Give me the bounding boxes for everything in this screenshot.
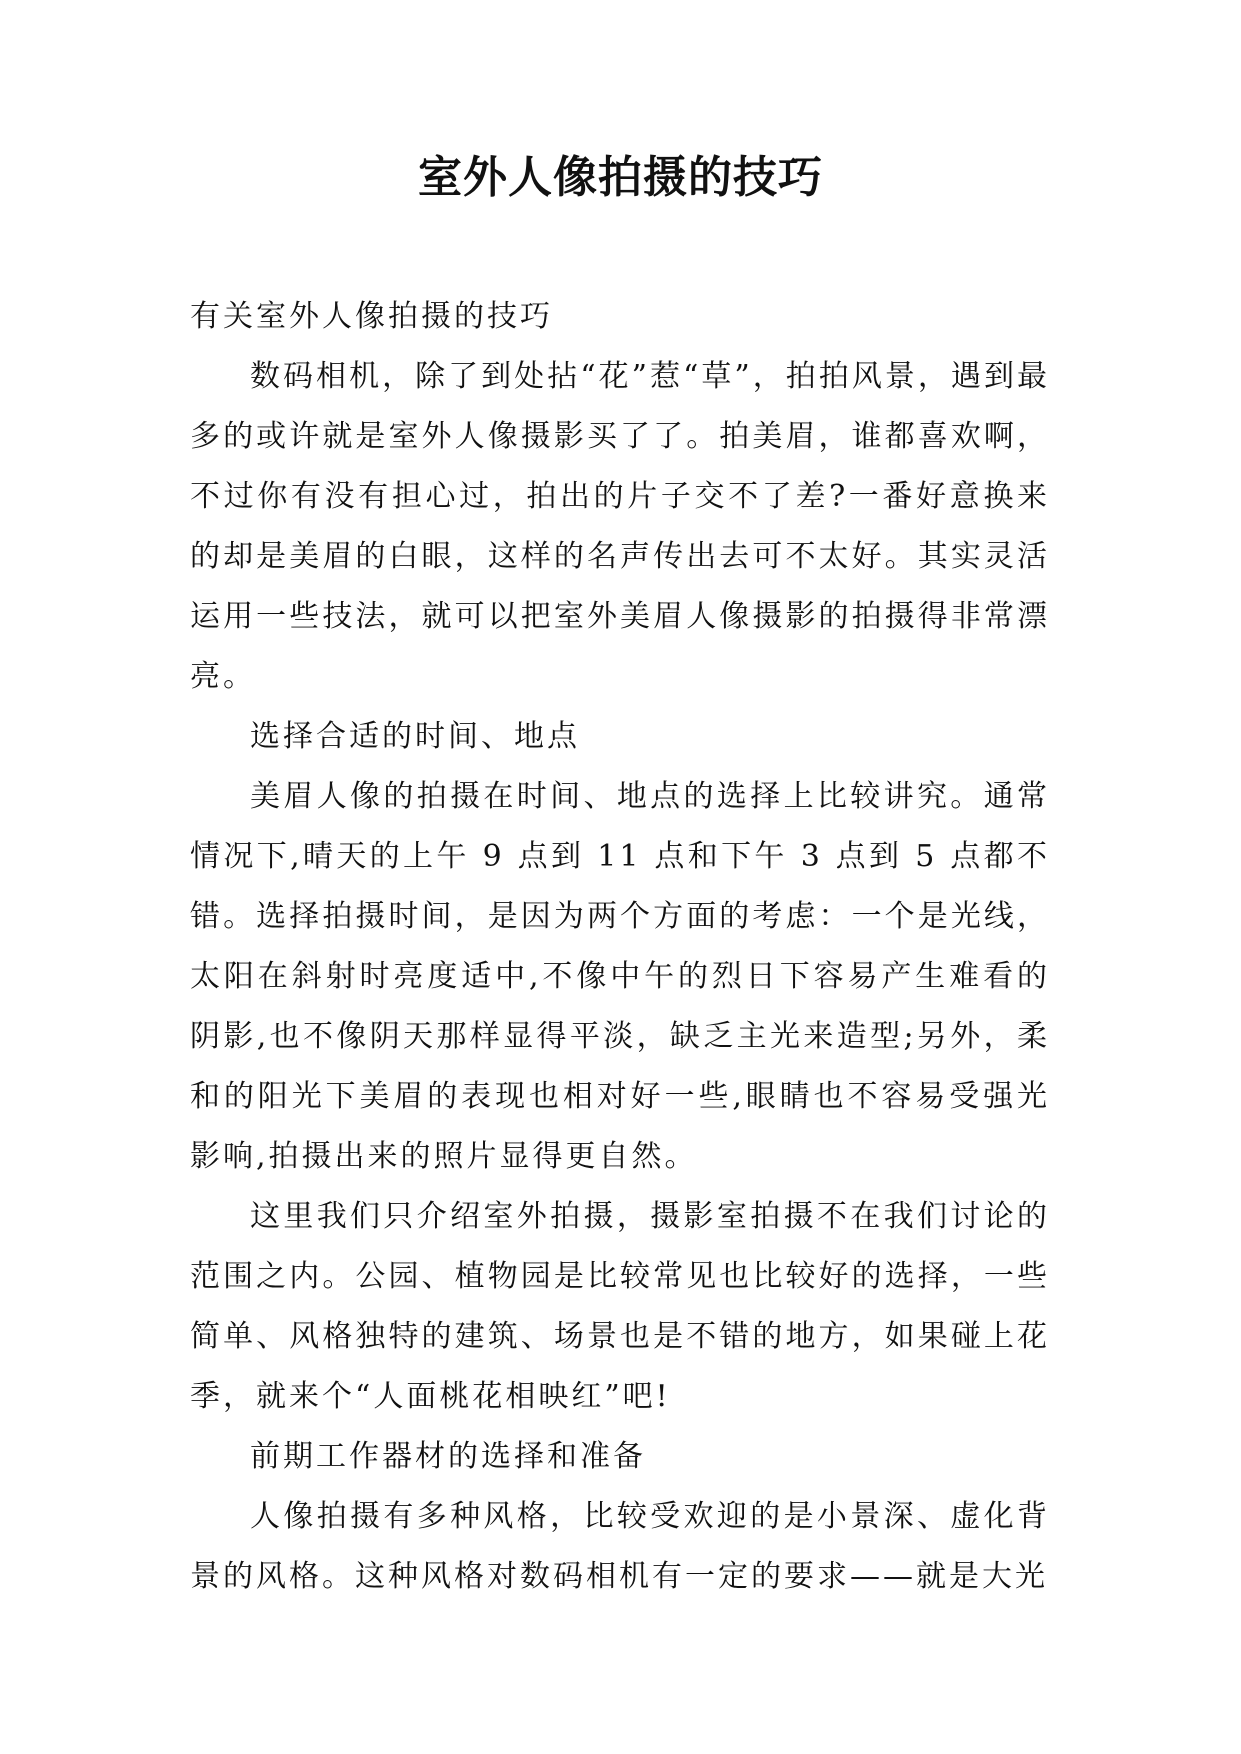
- paragraph-outdoor-locations: 这里我们只介绍室外拍摄，摄影室拍摄不在我们讨论的范围之内。公园、植物园是比较常见也比较好的选择，一些简单、风格独特的建筑、场景也是不错的地方，如果碰上花季，就来个“人面桃花相映红”吧!: [190, 1199, 1050, 1414]
- section-heading-time-place: 选择合适的时间、地点: [250, 719, 580, 754]
- paragraph-intro: 数码相机，除了到处拈“花”惹“草”，拍拍风景，遇到最多的或许就是室外人像摄影买了了。拍美眉，谁都喜欢啊，不过你有没有担心过，拍出的片子交不了差?一番好意换来的却是美眉的白眼，这样的名声传出去可不太好。其实灵活运用一些技法，就可以把室外美眉人像摄影的拍摄得非常漂亮。: [190, 359, 1050, 694]
- paragraph-subtitle: 有关室外人像拍摄的技巧: [190, 299, 553, 334]
- document-body: [190, 287, 1050, 1607]
- paragraph-equipment: 人像拍摄有多种风格，比较受欢迎的是小景深、虚化背景的风格。这种风格对数码相机有一定的要求——就是大光: [190, 1499, 1050, 1594]
- section-heading-equipment: 前期工作器材的选择和准备: [250, 1439, 646, 1474]
- paragraph-time-place: 美眉人像的拍摄在时间、地点的选择上比较讲究。通常情况下,晴天的上午 9 点到 11 点和下午 3 点到 5 点都不错。选择拍摄时间，是因为两个方面的考虑：一个是光线，太阳在斜射时亮度适中,不像中午的烈日下容易产生难看的阴影,也不像阴天那样显得平淡，缺乏主光来造型;另外，柔和的阳光下美眉的表现也相对好一些,眼睛也不容易受强光影响,拍摄出来的照片显得更自然。: [190, 779, 1050, 1174]
- document-title: 室外人像拍摄的技巧: [418, 152, 823, 203]
